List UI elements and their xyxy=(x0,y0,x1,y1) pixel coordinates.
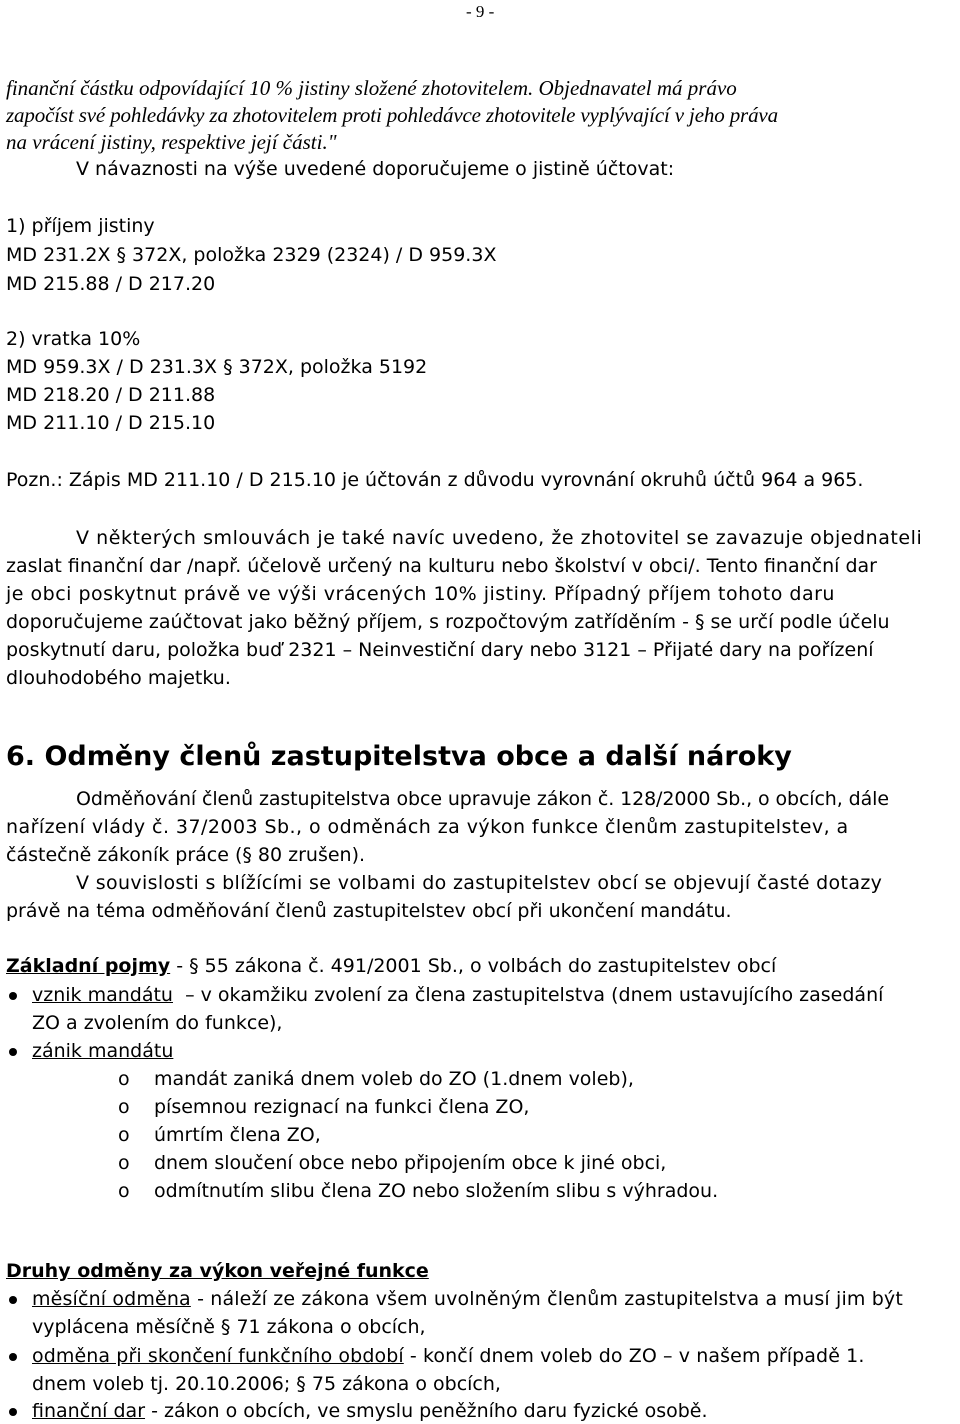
kinds-item-3-term: finanční dar xyxy=(32,1400,146,1422)
contracts-line-5: poskytnutí daru, položka buď 2321 – Neinvestiční dary nebo 3121 – Přijaté dary na pořízení xyxy=(6,639,874,661)
kinds-item-3 xyxy=(32,1399,708,1423)
page-number: - 9 - xyxy=(466,2,495,21)
receipt-title: 1) příjem jistiny xyxy=(6,215,155,237)
circle-bullet-icon: o xyxy=(118,1096,130,1118)
basics-heading: Základní pojmy xyxy=(6,955,171,977)
refund-line-1: MD 959.3X / D 231.3X § 372X, položka 5192 xyxy=(6,356,428,378)
section-6-p1-line-3: částečně zákoník práce (§ 80 zrušen). xyxy=(6,844,366,866)
bullet-icon xyxy=(9,1353,17,1361)
contracts-line-6: dlouhodobého majetku. xyxy=(6,667,231,689)
refund-title: 2) vratka 10% xyxy=(6,328,141,350)
basics-item-2-term: zánik mandátu xyxy=(32,1040,174,1062)
contracts-line-4: doporučujeme zaúčtovat jako běžný příjem, s rozpočtovým zatříděním - § se určí podle účelu xyxy=(6,611,890,633)
circle-bullet-icon: o xyxy=(118,1180,130,1202)
section-6-p2-line-1: V souvislosti s blížícími se volbami do zastupitelstev obcí se objevují časté dotazy xyxy=(76,872,883,894)
kinds-item-2-text: - končí dnem voleb do ZO – v našem případě 1. xyxy=(409,1345,865,1367)
basics-sub-item: dnem sloučení obce nebo připojením obce k jiné obci, xyxy=(154,1152,667,1174)
kinds-item-3-text: - zákon o obcích, ve smyslu peněžního daru fyzické osobě. xyxy=(151,1400,708,1422)
kinds-item-1-term: měsíční odměna xyxy=(32,1288,191,1310)
quote-line-2: započíst své pohledávky za zhotovitelem proti pohledávce zhotovitele vyplývající v jeho práva xyxy=(6,103,778,127)
bullet-icon xyxy=(9,992,17,1000)
contracts-line-2: zaslat finanční dar /např. účelově určený na kulturu nebo školství v obci/. Tento finanční dar xyxy=(6,555,877,577)
contracts-line-3: je obci poskytnut právě ve výši vrácených 10% jistiny. Případný příjem tohoto daru xyxy=(6,583,835,605)
basics-sub-item: úmrtím člena ZO, xyxy=(154,1124,321,1146)
intro-text: V návaznosti na výše uvedené doporučujeme o jistině účtovat: xyxy=(76,158,675,180)
kinds-heading: Druhy odměny za výkon veřejné funkce xyxy=(6,1260,429,1282)
circle-bullet-icon: o xyxy=(118,1124,130,1146)
kinds-item-2-term: odměna při skončení funkčního období xyxy=(32,1345,404,1367)
basics-heading-rest: - § 55 zákona č. 491/2001 Sb., o volbách do zastupitelstev obcí xyxy=(170,955,777,977)
section-6-p1-line-1: Odměňování členů zastupitelstva obce upravuje zákon č. 128/2000 Sb., o obcích, dále xyxy=(76,788,889,810)
kinds-item-1-text: - náleží ze zákona všem uvolněným členům zastupitelstva a musí jim být xyxy=(197,1288,903,1310)
bullet-icon xyxy=(9,1296,17,1304)
section-6-heading: 6. Odměny členů zastupitelstva obce a další nároky xyxy=(6,741,792,772)
basics-heading-line xyxy=(6,954,776,978)
basics-sub-item: písemnou rezignací na funkci člena ZO, xyxy=(154,1096,530,1118)
circle-bullet-icon: o xyxy=(118,1152,130,1174)
basics-item-1 xyxy=(32,983,883,1007)
section-6-p1-line-2: nařízení vlády č. 37/2003 Sb., o odměnách za výkon funkce členům zastupitelstev, a xyxy=(6,816,849,838)
basics-item-1-text: – v okamžiku zvolení za člena zastupitelstva (dnem ustavujícího zasedání xyxy=(185,984,884,1006)
contracts-line-1: V některých smlouvách je také navíc uvedeno, že zhotovitel se zavazuje objednateli xyxy=(76,527,923,549)
kinds-item-1 xyxy=(32,1287,903,1311)
receipt-line-2: MD 215.88 / D 217.20 xyxy=(6,273,216,295)
basics-item-1-line-2: ZO a zvolením do funkce), xyxy=(32,1012,283,1034)
basics-item-1-term: vznik mandátu xyxy=(32,984,173,1006)
quote-line-1: finanční částku odpovídající 10 % jistiny složené zhotovitelem. Objednavatel má právo xyxy=(6,76,737,100)
bullet-icon xyxy=(9,1048,17,1056)
kinds-item-2 xyxy=(32,1344,864,1368)
circle-bullet-icon: o xyxy=(118,1068,130,1090)
kinds-item-1-line-2: vyplácena měsíčně § 71 zákona o obcích, xyxy=(32,1316,426,1338)
receipt-line-1: MD 231.2X § 372X, položka 2329 (2324) / D 959.3X xyxy=(6,244,497,266)
basics-sub-item: mandát zaniká dnem voleb do ZO (1.dnem voleb), xyxy=(154,1068,634,1090)
refund-line-2: MD 218.20 / D 211.88 xyxy=(6,384,216,406)
section-6-p2-line-2: právě na téma odměňování členů zastupitelstev obcí při ukončení mandátu. xyxy=(6,900,732,922)
quote-line-3: na vrácení jistiny, respektive její části." xyxy=(6,130,337,154)
refund-line-3: MD 211.10 / D 215.10 xyxy=(6,412,216,434)
basics-sub-item: odmítnutím slibu člena ZO nebo složením slibu s výhradou. xyxy=(154,1180,719,1202)
kinds-item-2-line-2: dnem voleb tj. 20.10.2006; § 75 zákona o obcích, xyxy=(32,1373,501,1395)
bullet-icon xyxy=(9,1408,17,1416)
note: Pozn.: Zápis MD 211.10 / D 215.10 je účtován z důvodu vyrovnání okruhů účtů 964 a 965. xyxy=(6,469,864,491)
